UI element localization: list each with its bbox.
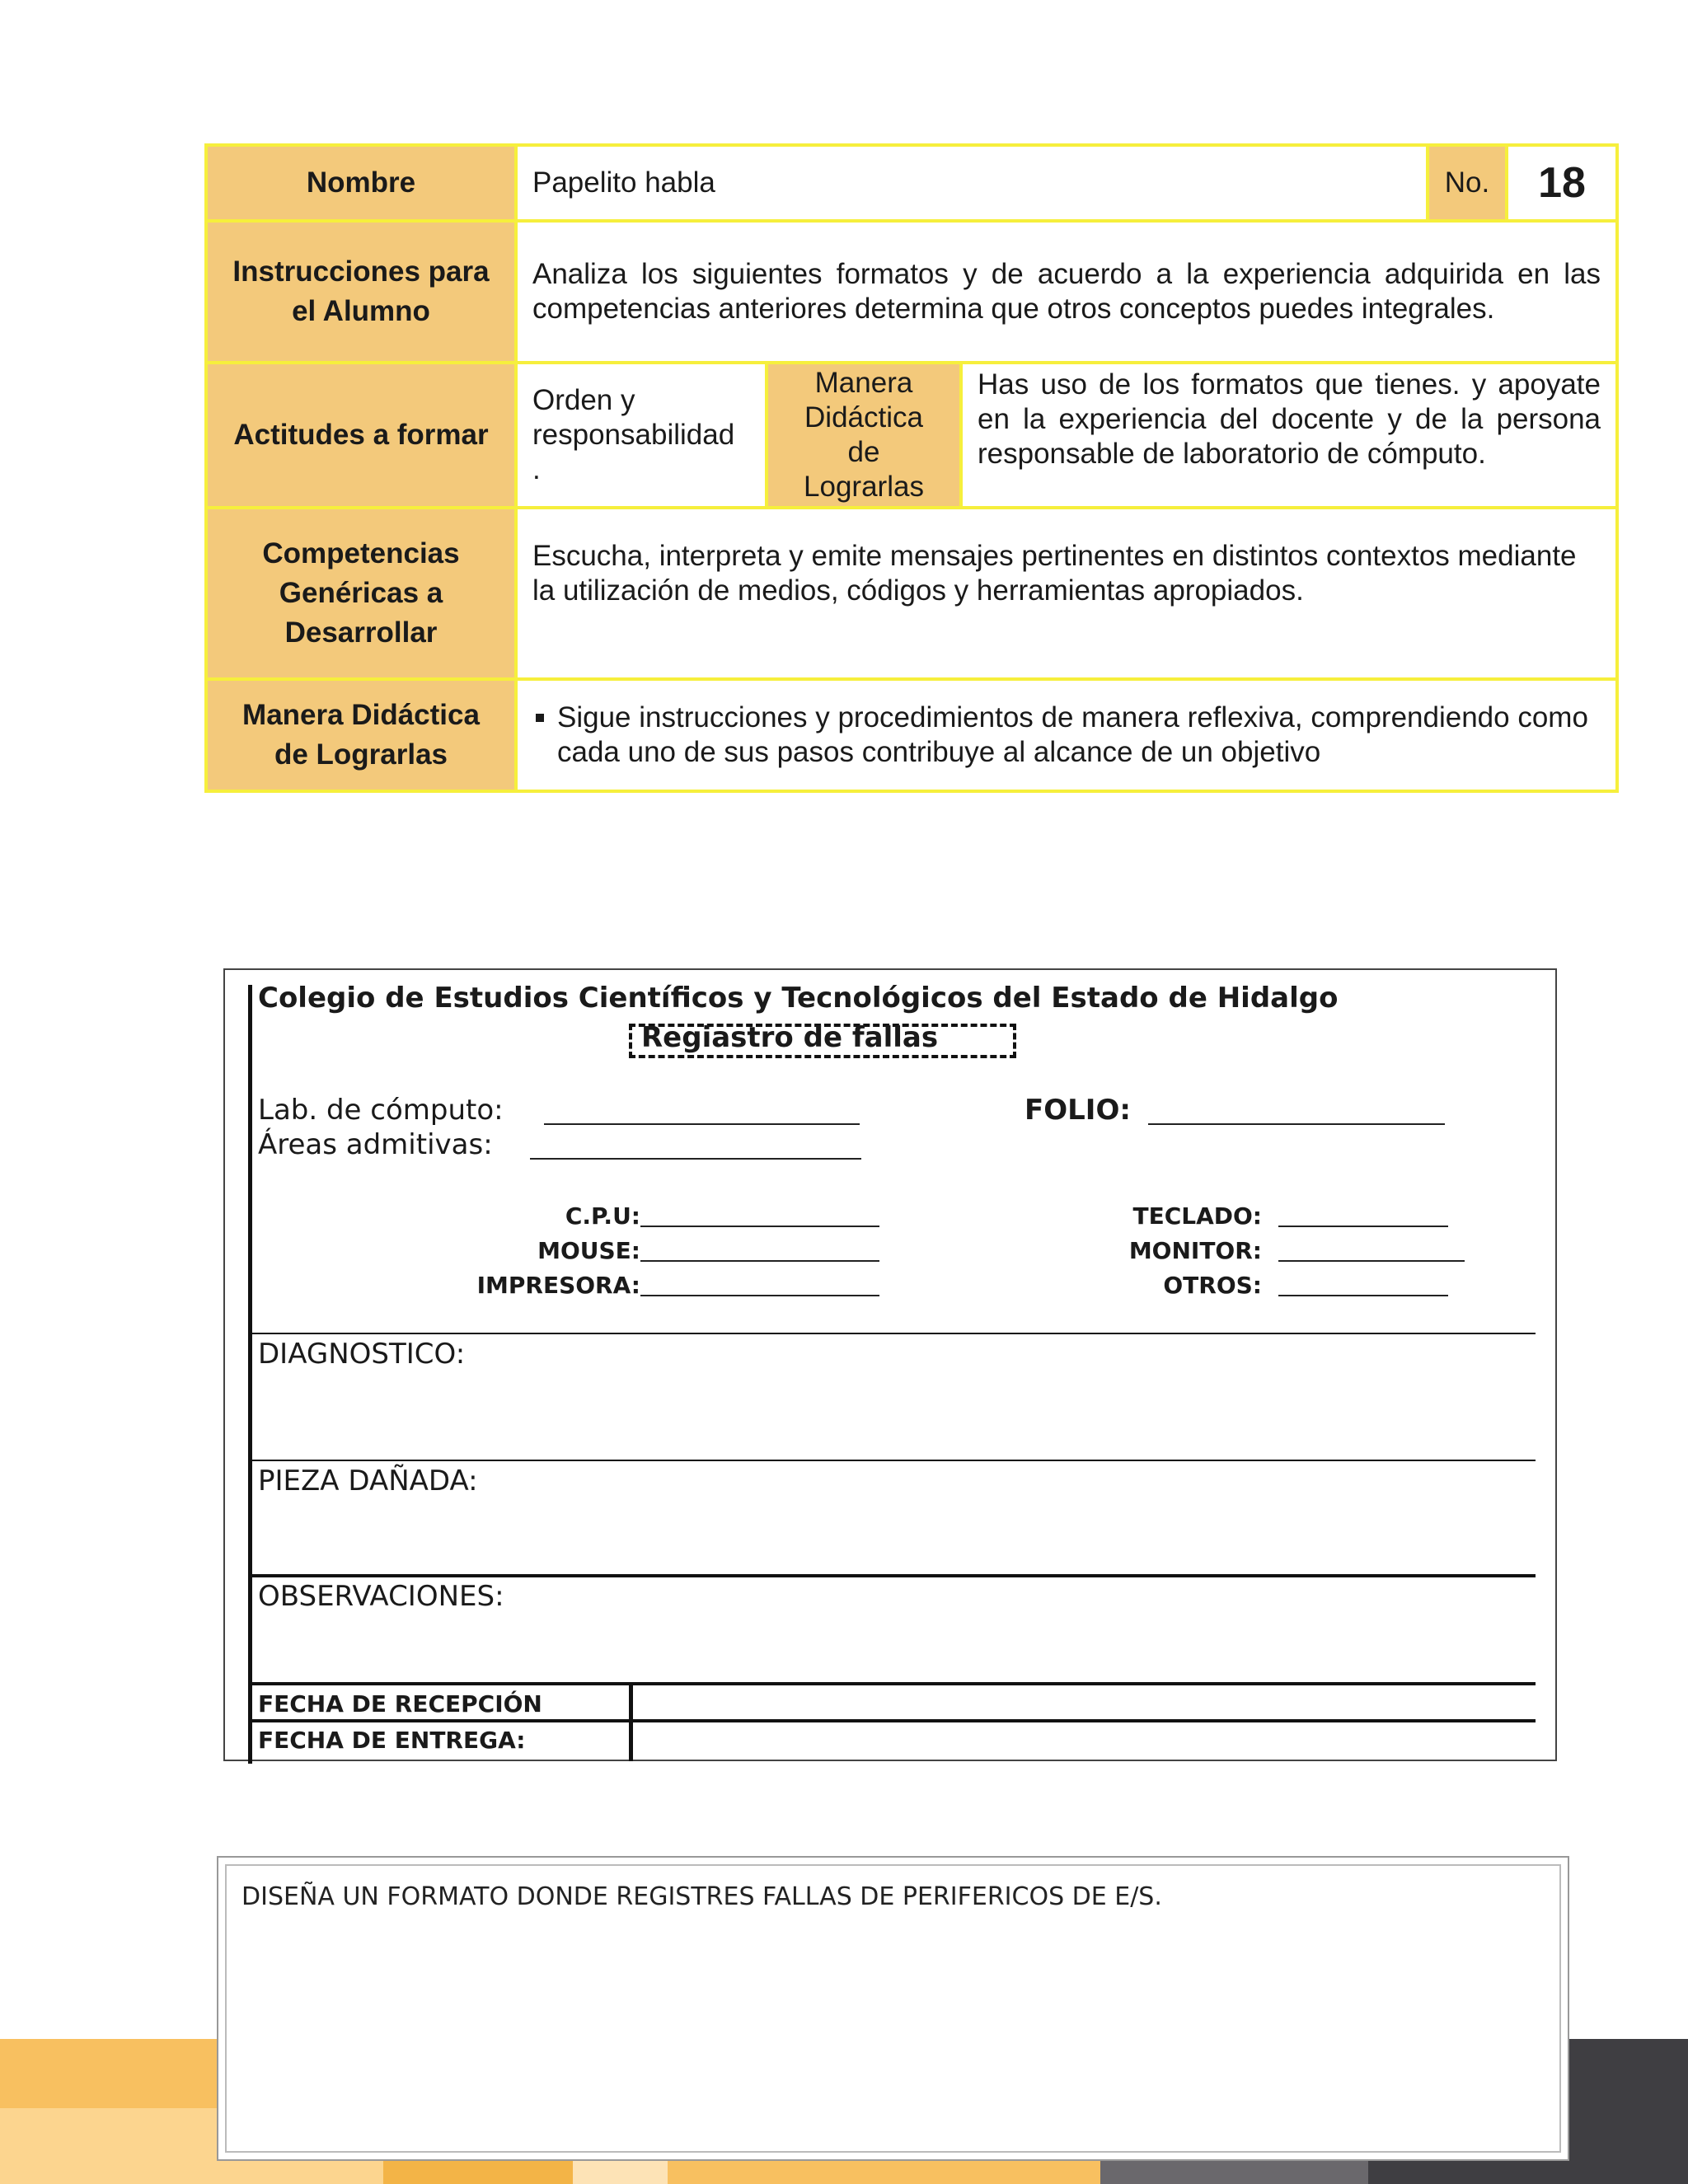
competencias-value: Escucha, interpreta y emite mensajes pertinentes en distintos contextos mediante la utilización de medios, códigos y herramientas apropiados. — [516, 508, 1617, 679]
actitudes-value: Orden y responsabilidad . — [516, 363, 767, 508]
no-label: No. — [1428, 145, 1507, 221]
diagnostico-label: DIAGNOSTICO: — [258, 1338, 466, 1371]
footer-band-mid — [383, 2158, 573, 2184]
divider-fecha-entrega — [248, 1719, 1536, 1722]
divider-pieza — [248, 1460, 1536, 1461]
teclado-label: TECLADO: — [1132, 1202, 1262, 1230]
fecha-entrega-label: FECHA DE ENTREGA: — [258, 1727, 526, 1754]
fault-register-form — [223, 968, 1557, 1761]
folio-label: FOLIO: — [1025, 1094, 1131, 1127]
design-answer-box[interactable] — [217, 1856, 1569, 2161]
instrucciones-value: Analiza los siguientes formatos y de acuerdo a la experiencia adquirida en las competencias anteriores determina que otros conceptos puedes integrales. — [516, 221, 1617, 363]
cpu-label: C.P.U: — [565, 1202, 640, 1230]
form-title: Colegio de Estudios Científicos y Tecnológicos del Estado de Hidalgo — [258, 982, 1339, 1015]
bullet-item: Sigue instrucciones y procedimientos de manera reflexiva, comprendiendo como cada uno de sus pasos contribuye al alcance de un objetivo — [532, 701, 1601, 770]
nombre-label: Nombre — [206, 145, 516, 221]
areas-line — [530, 1158, 861, 1160]
divider-diagnostico — [248, 1333, 1536, 1334]
design-prompt: DISEÑA UN FORMATO DONDE REGISTRES FALLAS DE PERIFERICOS DE E/S. — [241, 1882, 1162, 1911]
footer-band-pale — [573, 2158, 668, 2184]
pieza-label: PIEZA DAÑADA: — [258, 1465, 478, 1497]
impresora-label: IMPRESORA: — [476, 1272, 640, 1299]
monitor-line — [1278, 1260, 1465, 1262]
competencias-label: Competencias Genéricas a Desarrollar — [206, 508, 516, 679]
footer-band-gray — [1100, 2158, 1368, 2184]
instrucciones-label: Instrucciones para el Alumno — [206, 221, 516, 363]
manera2-label: Manera Didáctica de Lograrlas — [206, 679, 516, 791]
areas-label: Áreas admitivas: — [258, 1128, 493, 1161]
otros-label: OTROS: — [1163, 1272, 1262, 1299]
form-left-rule — [248, 985, 252, 1764]
nombre-value: Papelito habla — [516, 145, 1428, 221]
divider-observaciones — [248, 1574, 1536, 1577]
observaciones-label: OBSERVACIONES: — [258, 1580, 504, 1613]
mouse-line — [640, 1260, 879, 1262]
divider-fecha-recepcion — [248, 1682, 1536, 1685]
manera2-value — [516, 679, 1617, 791]
square-bullet-icon — [536, 714, 544, 722]
folio-line — [1148, 1123, 1445, 1125]
manera-label: Manera Didáctica de Lograrlas — [767, 363, 961, 508]
actitudes-label: Actitudes a formar — [206, 363, 516, 508]
monitor-label: MONITOR: — [1128, 1237, 1262, 1264]
lab-line — [544, 1123, 860, 1125]
teclado-line — [1278, 1226, 1448, 1227]
mouse-label: MOUSE: — [537, 1237, 640, 1264]
lab-label: Lab. de cómputo: — [258, 1094, 504, 1127]
manera-value: Has uso de los formatos que tienes. y apoyate en la experiencia del docente y de la persona responsable de laboratorio de cómputo. — [961, 363, 1617, 508]
fecha-column-rule — [629, 1682, 633, 1761]
fecha-recepcion-label: FECHA DE RECEPCIÓN — [258, 1690, 542, 1718]
form-subtitle: Regiastro de fallas — [641, 1021, 939, 1054]
otros-line — [1278, 1295, 1448, 1296]
impresora-line — [640, 1295, 879, 1296]
activity-table — [204, 143, 1619, 793]
cpu-line — [640, 1226, 879, 1227]
no-value: 18 — [1507, 145, 1617, 221]
